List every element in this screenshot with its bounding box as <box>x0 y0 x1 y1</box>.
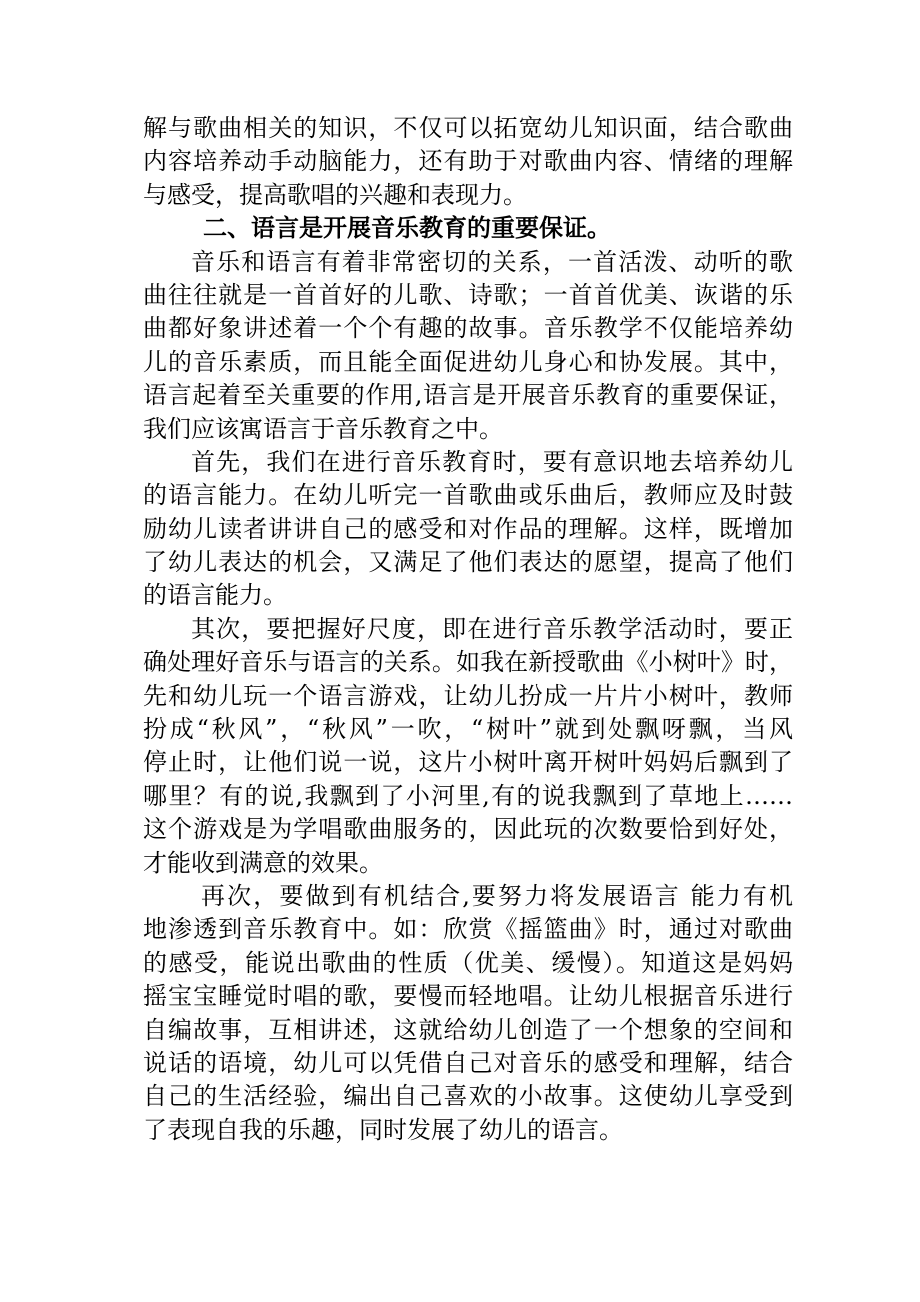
paragraph-first <box>143 446 793 613</box>
text-line: 扮成“秋风”，“秋风”一吹，“树叶”就到处飘呀飘，当风 <box>143 715 793 744</box>
text-line: 其次，要把握好尺度，即在进行音乐教学活动时，要正 <box>191 614 793 643</box>
text-line: 曲往往就是一首首好的儿歌、诗歌；一首首优美、诙谐的乐 <box>143 280 793 309</box>
text-line: 内容培养动手动脑能力，还有助于对歌曲内容、情绪的理解 <box>143 147 793 176</box>
text-line: 自编故事，互相讲述，这就给幼儿创造了一个想象的空间和 <box>143 1015 793 1044</box>
text-line: 确处理好音乐与语言的关系。如我在新授歌曲《小树叶》时， <box>143 648 793 677</box>
text-line: 先和幼儿玩一个语言游戏，让幼儿扮成一片片小树叶，教师 <box>143 681 793 710</box>
text-line: 了幼儿表达的机会，又满足了他们表达的愿望，提高了他们 <box>143 548 793 577</box>
text-line: 的语言能力。 <box>143 581 287 610</box>
text-line: 才能收到满意的效果。 <box>143 848 383 877</box>
text-line: 我们应该寓语言于音乐教育之中。 <box>143 414 503 443</box>
text-line: 的感受，能说出歌曲的性质（优美、缓慢）。知道这是妈妈 <box>143 948 793 977</box>
text-line: 说话的语境，幼儿可以凭借自己对音乐的感受和理解，结合 <box>143 1048 793 1077</box>
text-line: 地渗透到音乐教育中。如：欣赏《摇篮曲》时，通过对歌曲 <box>143 915 793 944</box>
paragraph-third <box>143 880 793 1147</box>
text-line: 停止时，让他们说一说，这片小树叶离开树叶妈妈后飘到了 <box>143 748 793 777</box>
text-line: 儿的音乐素质，而且能全面促进幼儿身心和协发展。其中， <box>143 347 793 376</box>
text-line: 这个游戏是为学唱歌曲服务的，因此玩的次数要恰到好处， <box>143 815 793 844</box>
text-line: 自己的生活经验，编出自己喜欢的小故事。这使幼儿享受到 <box>143 1082 793 1111</box>
text-line: 再次，要做到有机结合,要努力将发展语言 能力有机 <box>201 881 793 910</box>
text-line: 解与歌曲相关的知识，不仅可以拓宽幼儿知识面，结合歌曲 <box>143 114 793 142</box>
text-line: 了表现自我的乐趣，同时发展了幼儿的语言。 <box>143 1115 623 1144</box>
text-line: 音乐和语言有着非常密切的关系，一首活泼、动听的歌 <box>191 247 793 276</box>
text-line: 摇宝宝睡觉时唱的歌，要慢而轻地唱。让幼儿根据音乐进行 <box>143 982 793 1011</box>
text-line: 首先，我们在进行音乐教育时，要有意识地去培养幼儿 <box>191 447 793 476</box>
text-line: 与感受，提高歌唱的兴趣和表现力。 <box>143 180 527 209</box>
text-line: 语言起着至关重要的作用,语言是开展音乐教育的重要保证， <box>143 381 793 410</box>
paragraph-intro <box>143 112 793 212</box>
paragraph-relationship <box>143 246 793 446</box>
section-heading: 二、语言是开展音乐教育的重要保证。 <box>203 214 611 243</box>
text-line: 的语言能力。在幼儿听完一首歌曲或乐曲后，教师应及时鼓 <box>143 481 793 510</box>
text-line: 励幼儿读者讲讲自己的感受和对作品的理解。这样，既增加 <box>143 514 793 543</box>
document-body <box>143 112 793 1147</box>
paragraph-second <box>143 613 793 880</box>
text-line: 曲都好象讲述着一个个有趣的故事。音乐教学不仅能培养幼 <box>143 314 793 343</box>
text-line: 哪里？有的说,我飘到了小河里,有的说我飘到了草地上…… <box>143 781 793 810</box>
